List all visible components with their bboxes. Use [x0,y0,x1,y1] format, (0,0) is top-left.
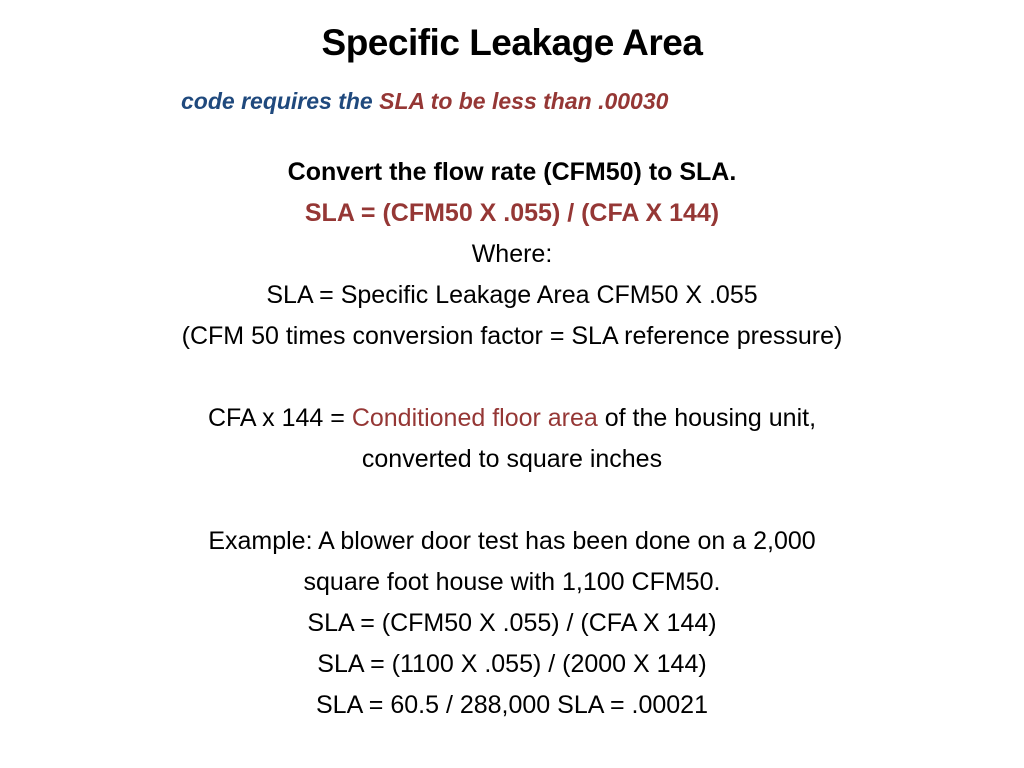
spacer [0,357,1024,398]
example-result: SLA = 60.5 / 288,000 SLA = .00021 [315,691,708,719]
cfa-definition-continued: converted to square inches [361,445,663,473]
convert-instruction: Convert the flow rate (CFM50) to SLA. [287,158,737,186]
cfm-explanation: (CFM 50 times conversion factor = SLA reference pressure) [181,322,843,350]
subtitle-part-requirement: code requires the [181,88,380,114]
sla-formula: SLA = (CFM50 X .055) / (CFA X 144) [304,199,720,227]
spacer [0,480,1024,521]
slide-subtitle [181,88,668,115]
example-intro: Example: A blower door test has been done on a 2,000 [208,527,816,555]
conditioned-floor-area-term: Conditioned floor area [351,404,598,432]
subtitle-part-threshold: SLA to be less than .00030 [379,88,669,114]
cfa-suffix: of the housing unit, [597,404,817,432]
example-intro-continued: square foot house with 1,100 CFM50. [303,568,721,596]
cfa-prefix: CFA x 144 = [207,404,352,432]
sla-definition: SLA = Specific Leakage Area CFM50 X .055 [266,281,758,309]
where-label: Where: [471,240,553,268]
cfa-definition [0,398,1024,439]
example-formula: SLA = (CFM50 X .055) / (CFA X 144) [307,609,717,637]
slide-body [0,152,1024,726]
example-substitution: SLA = (1100 X .055) / (2000 X 144) [317,650,707,678]
slide-title: Specific Leakage Area [321,22,703,63]
